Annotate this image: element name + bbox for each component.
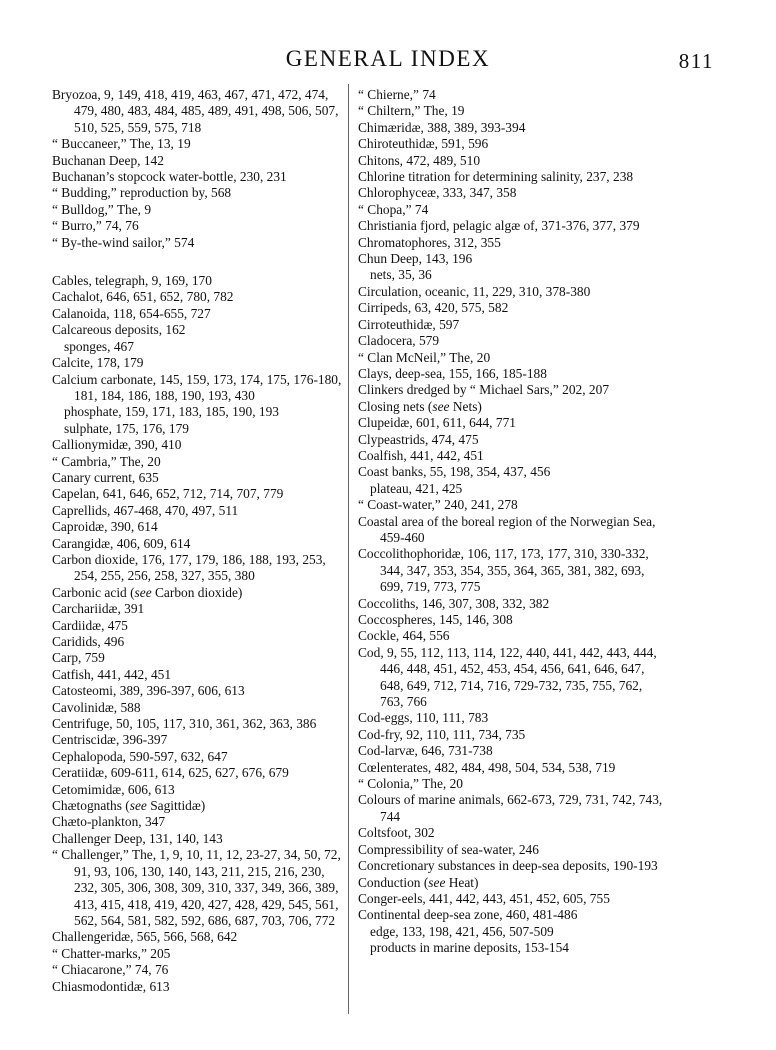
index-entry: Chromatophores, 312, 355 bbox=[358, 234, 501, 250]
index-entry: Chlorophyceæ, 333, 347, 358 bbox=[358, 185, 517, 201]
index-entry: Circulation, oceanic, 11, 229, 310, 378-380 bbox=[358, 283, 591, 299]
index-entry: Cardiidæ, 475 bbox=[52, 617, 128, 633]
entry-text: Closing nets ( bbox=[358, 398, 433, 414]
index-entry: Catosteomi, 389, 396-397, 606, 613 bbox=[52, 683, 245, 699]
index-entry: Chimæridæ, 388, 389, 393-394 bbox=[358, 119, 526, 135]
index-entry: Clays, deep-sea, 155, 166, 185-188 bbox=[358, 365, 547, 381]
index-entry: “ Chopa,” 74 bbox=[358, 201, 429, 217]
see-reference: see bbox=[432, 398, 450, 414]
index-entry: “ By-the-wind sailor,” 574 bbox=[52, 234, 195, 250]
index-entry: Ceratiidæ, 609-611, 614, 625, 627, 676, 679 bbox=[52, 765, 289, 781]
index-entry: Calcite, 178, 179 bbox=[52, 355, 144, 371]
index-entry: Canary current, 635 bbox=[52, 469, 159, 485]
index-entry: Cod-eggs, 110, 111, 783 bbox=[358, 710, 489, 726]
entry-text: Conduction ( bbox=[358, 874, 429, 890]
index-subentry: nets, 35, 36 bbox=[370, 267, 432, 283]
index-entry: Coccospheres, 145, 146, 308 bbox=[358, 612, 513, 627]
index-entry: Coltsfoot, 302 bbox=[358, 825, 435, 841]
index-subentry: phosphate, 159, 171, 183, 185, 190, 193 bbox=[64, 404, 279, 420]
index-entry: Christiania fjord, pelagic algæ of, 371-376, 377, 379 bbox=[358, 218, 640, 234]
index-entry bbox=[52, 585, 344, 601]
left-index-column bbox=[52, 87, 344, 995]
index-entry: Clypeastrids, 474, 475 bbox=[358, 431, 479, 447]
index-entry: “ Clan McNeil,” The, 20 bbox=[358, 349, 491, 365]
index-entry: Chun Deep, 143, 196 bbox=[358, 251, 473, 267]
index-entry: Chiasmodontidæ, 613 bbox=[52, 978, 170, 994]
index-entry: Cables, telegraph, 9, 169, 170 bbox=[52, 273, 212, 289]
index-entry: Calanoida, 118, 654-655, 727 bbox=[52, 305, 211, 321]
index-entry: “ Colonia,” The, 20 bbox=[358, 776, 463, 792]
index-entry bbox=[358, 399, 668, 415]
index-entry: Chæto-plankton, 347 bbox=[52, 814, 166, 830]
index-entry: Coast banks, 55, 198, 354, 437, 456 bbox=[358, 464, 551, 480]
index-entry: “ Budding,” reproduction by, 568 bbox=[52, 185, 232, 201]
index-entry: Challengeridæ, 565, 566, 568, 642 bbox=[52, 929, 238, 945]
index-entry: Cavolinidæ, 588 bbox=[52, 699, 141, 715]
index-entry: Cephalopoda, 590-597, 632, 647 bbox=[52, 748, 228, 764]
entry-text: Nets) bbox=[449, 398, 482, 414]
index-entry: “ Bulldog,” The, 9 bbox=[52, 201, 152, 217]
running-title: GENERAL INDEX bbox=[285, 46, 491, 71]
index-entry: Caridids, 496 bbox=[52, 634, 125, 649]
index-entry: Cod-larvæ, 646, 731-738 bbox=[358, 743, 493, 759]
index-subentry: sponges, 467 bbox=[64, 338, 134, 354]
index-entry: Cod, 9, 55, 112, 113, 114, 122, 440, 441, 442, 443, 444, 446, 448, 451, 452, 453, 454, 456, 641, 646, 647, 648, 649, 712, 714, 716, 729-732, 735, 755, 762, 763, 766 bbox=[358, 644, 657, 710]
entry-text: Carbon dioxide) bbox=[151, 584, 243, 600]
index-entry: Clupeidæ, 601, 611, 644, 771 bbox=[358, 415, 516, 431]
entry-text: Heat) bbox=[445, 874, 479, 890]
index-entry: Bryozoa, 9, 149, 418, 419, 463, 467, 471, 472, 474, 479, 480, 483, 484, 485, 489, 491, 498, 506, 507, 510, 525, 559, 575, 718 bbox=[52, 87, 339, 135]
index-entry: Centriscidæ, 396-397 bbox=[52, 732, 168, 748]
index-entry: Colours of marine animals, 662-673, 729, 731, 742, 743, 744 bbox=[358, 792, 663, 824]
index-entry: “ Challenger,” The, 1, 9, 10, 11, 12, 23-27, 34, 50, 72, 91, 93, 106, 130, 140, 143, 211, 215, 216, 230, 232, 305, 306, 308, 309, 310, 337, 349, 366, 389, 413, 415, 418, 419, 420, 427, 428, 429, 545, 561, 562, 564, 581, 582, 592, 686, 687, 703, 706, 772 bbox=[52, 847, 341, 928]
index-entry: Cladocera, 579 bbox=[358, 333, 440, 349]
index-entry: Coccoliths, 146, 307, 308, 332, 382 bbox=[358, 595, 550, 611]
index-entry: Chlorine titration for determining salinity, 237, 238 bbox=[358, 169, 634, 185]
index-entry: Continental deep-sea zone, 460, 481-486 bbox=[358, 907, 578, 923]
index-entry: Cockle, 464, 556 bbox=[358, 628, 450, 644]
index-entry: Cachalot, 646, 651, 652, 780, 782 bbox=[52, 289, 234, 305]
index-entry: Clinkers dredged by “ Michael Sars,” 202, 207 bbox=[358, 382, 610, 398]
index-entry: “ Chiltern,” The, 19 bbox=[358, 103, 465, 119]
index-entry: Carp, 759 bbox=[52, 650, 105, 666]
index-subentry: plateau, 421, 425 bbox=[370, 480, 463, 496]
index-entry bbox=[52, 798, 344, 814]
index-entry: Coalfish, 441, 442, 451 bbox=[358, 447, 484, 463]
section-gap bbox=[52, 251, 344, 273]
index-entry: Calcareous deposits, 162 bbox=[52, 322, 186, 338]
index-entry: Callionymidæ, 390, 410 bbox=[52, 437, 182, 453]
index-entry: “ Buccaneer,” The, 13, 19 bbox=[52, 136, 191, 152]
index-entry: Caprellids, 467-468, 470, 497, 511 bbox=[52, 502, 239, 518]
index-entry: Carbon dioxide, 176, 177, 179, 186, 188, 193, 253, 254, 255, 256, 258, 327, 355, 380 bbox=[52, 551, 326, 584]
index-entry: Concretionary substances in deep-sea deposits, 190-193 bbox=[358, 858, 658, 874]
index-entry: Caproidæ, 390, 614 bbox=[52, 519, 158, 535]
entry-text: Chætognaths ( bbox=[52, 798, 130, 814]
index-entry: Coastal area of the boreal region of the Norwegian Sea, 459-460 bbox=[358, 513, 656, 545]
index-entry: Buchanan’s stopcock water-bottle, 230, 231 bbox=[52, 169, 287, 185]
index-subentry: edge, 133, 198, 421, 456, 507-509 bbox=[370, 923, 554, 939]
see-reference: see bbox=[428, 874, 446, 890]
index-entry: “ Chiacarone,” 74, 76 bbox=[52, 962, 169, 978]
index-entry: Challenger Deep, 131, 140, 143 bbox=[52, 830, 223, 846]
index-entry: Cod-fry, 92, 110, 111, 734, 735 bbox=[358, 726, 526, 742]
index-entry: Chiroteuthidæ, 591, 596 bbox=[358, 136, 489, 152]
right-index-column bbox=[358, 87, 668, 957]
index-subentry: sulphate, 175, 176, 179 bbox=[64, 420, 189, 436]
page-number: 811 bbox=[678, 49, 714, 73]
index-entry: Catfish, 441, 442, 451 bbox=[52, 666, 172, 682]
index-entry: “ Chierne,” 74 bbox=[358, 87, 436, 102]
index-subentry: products in marine deposits, 153-154 bbox=[370, 940, 569, 956]
index-entry: Conger-eels, 441, 442, 443, 451, 452, 605, 755 bbox=[358, 890, 610, 906]
index-entry: “ Cambria,” The, 20 bbox=[52, 453, 161, 469]
index-entry: Cœlenterates, 482, 484, 498, 504, 534, 538, 719 bbox=[358, 759, 616, 775]
index-entry: Calcium carbonate, 145, 159, 173, 174, 175, 176-180, 181, 184, 186, 188, 190, 193, 430 bbox=[52, 371, 342, 403]
index-entry: Carangidæ, 406, 609, 614 bbox=[52, 535, 191, 551]
index-entry: Capelan, 641, 646, 652, 712, 714, 707, 779 bbox=[52, 486, 284, 502]
index-entry: Buchanan Deep, 142 bbox=[52, 152, 164, 168]
see-reference: see bbox=[129, 798, 147, 814]
index-entry: “ Burro,” 74, 76 bbox=[52, 218, 139, 234]
index-entry: Centrifuge, 50, 105, 117, 310, 361, 362, 363, 386 bbox=[52, 716, 317, 732]
index-entry: Coccolithophoridæ, 106, 117, 173, 177, 310, 330-332, 344, 347, 353, 354, 355, 364, 365, 381, 382, 693, 699, 719, 773, 775 bbox=[358, 546, 649, 595]
entry-text: Carbonic acid ( bbox=[52, 584, 135, 600]
index-entry bbox=[358, 875, 668, 891]
index-entry: Cirroteuthidæ, 597 bbox=[358, 316, 460, 332]
column-divider bbox=[348, 84, 349, 1014]
see-reference: see bbox=[134, 584, 152, 600]
index-entry: “ Chatter-marks,” 205 bbox=[52, 945, 171, 961]
index-entry: Carchariidæ, 391 bbox=[52, 601, 145, 617]
index-entry: Compressibility of sea-water, 246 bbox=[358, 841, 539, 857]
entry-text: Sagittidæ) bbox=[146, 798, 206, 814]
index-entry: Cirripeds, 63, 420, 575, 582 bbox=[358, 300, 509, 316]
index-entry: Cetomimidæ, 606, 613 bbox=[52, 781, 175, 797]
index-entry: “ Coast-water,” 240, 241, 278 bbox=[358, 497, 518, 513]
index-entry: Chitons, 472, 489, 510 bbox=[358, 152, 481, 168]
